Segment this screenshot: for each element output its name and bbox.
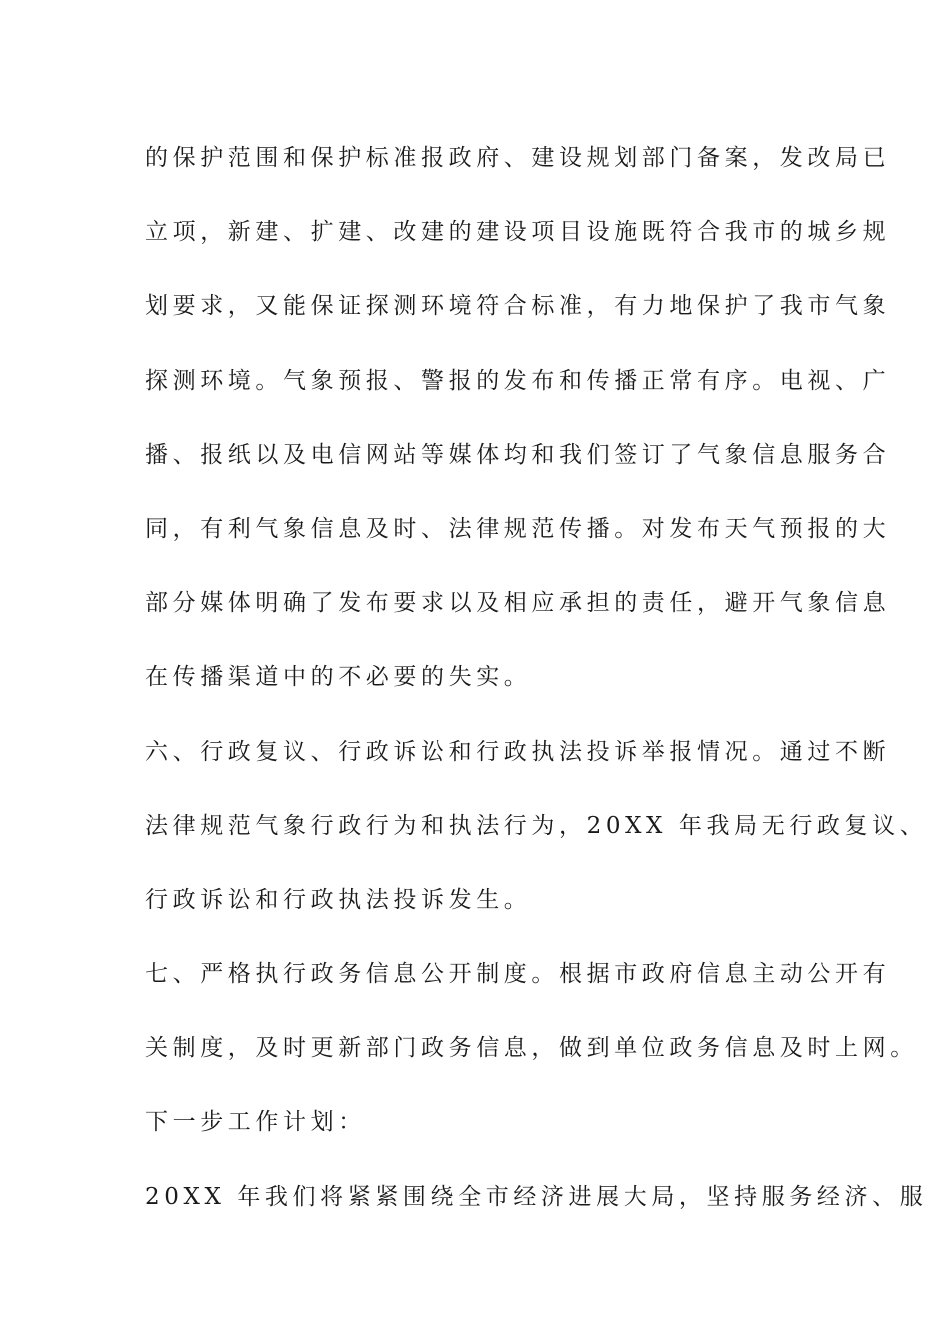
text-line: 同，有利气象信息及时、法律规范传播。对发布天气预报的大 bbox=[145, 515, 891, 542]
text-line: 下一步工作计划： bbox=[145, 1109, 366, 1136]
text-line: 六、行政复议、行政诉讼和行政执法投诉举报情况。通过不断 bbox=[145, 738, 891, 765]
text-line: 法律规范气象行政行为和执法行为，20XX 年我局无行政复议、 bbox=[145, 812, 928, 839]
text-line: 七、严格执行政务信息公开制度。根据市政府信息主动公开有 bbox=[145, 961, 891, 988]
text-line: 20XX 年我们将紧紧围绕全市经济进展大局，坚持服务经济、服 bbox=[145, 1183, 928, 1210]
text-line: 立项，新建、扩建、改建的建设项目设施既符合我市的城乡规 bbox=[145, 219, 891, 246]
document-body bbox=[145, 128, 928, 1241]
text-line: 关制度，及时更新部门政务信息，做到单位政务信息及时上网。 bbox=[145, 1035, 918, 1062]
text-line: 划要求，又能保证探测环境符合标准，有力地保护了我市气象 bbox=[145, 293, 891, 320]
text-line: 部分媒体明确了发布要求以及相应承担的责任，避开气象信息 bbox=[145, 590, 891, 617]
text-line: 行政诉讼和行政执法投诉发生。 bbox=[145, 886, 532, 913]
text-line: 在传播渠道中的不必要的失实。 bbox=[145, 664, 532, 691]
text-line: 探测环境。气象预报、警报的发布和传播正常有序。电视、广 bbox=[145, 367, 891, 394]
text-line: 播、报纸以及电信网站等媒体均和我们签订了气象信息服务合 bbox=[145, 441, 891, 468]
text-line: 的保护范围和保护标准报政府、建设规划部门备案，发改局已 bbox=[145, 145, 891, 171]
